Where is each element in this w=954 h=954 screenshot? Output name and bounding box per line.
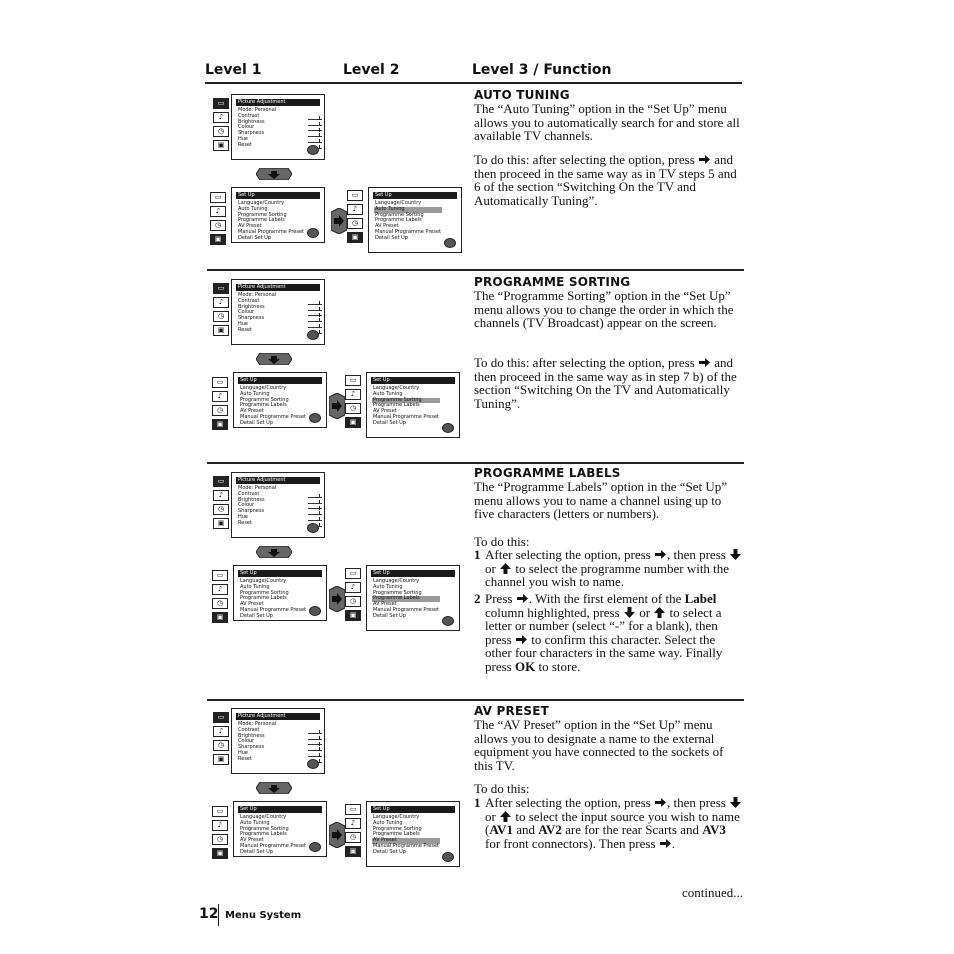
step-text: to select a letter or number (select “-” for a blank), then press — [485, 604, 722, 647]
menu-item[interactable]: Programme Sorting — [240, 396, 289, 403]
note-icon[interactable]: ♪ — [213, 112, 229, 123]
menu-item[interactable]: Sharpness — [238, 744, 265, 751]
menu-item[interactable]: Programme Labels — [372, 596, 440, 602]
menu-item[interactable]: Detail Set Up — [240, 848, 273, 855]
menu-item[interactable]: Language/Country — [373, 814, 420, 820]
menu-item[interactable]: Language/Country — [238, 200, 285, 206]
setup-menu-screen — [366, 372, 460, 438]
menu-item[interactable]: Sharpness — [238, 130, 265, 137]
ok-button-icon[interactable] — [307, 145, 319, 155]
down-arrow-icon — [729, 549, 742, 560]
step-text: After selecting the option, press — [485, 795, 651, 810]
menu-title: Picture Adjustment — [236, 713, 320, 720]
note-icon[interactable]: ♪ — [213, 726, 229, 737]
menu-item[interactable]: Detail Set Up — [373, 419, 406, 426]
instruction-text: To do this: after selecting the option, press — [474, 152, 695, 167]
picture-icon[interactable]: ▭ — [347, 190, 363, 201]
picture-icon[interactable]: ▭ — [345, 804, 361, 815]
section-title: PROGRAMME SORTING — [474, 275, 631, 289]
section-title: AUTO TUNING — [474, 88, 570, 102]
ok-button-icon[interactable] — [442, 852, 454, 862]
right-arrow-button-icon[interactable] — [331, 208, 347, 234]
picture-icon[interactable]: ▭ — [213, 283, 229, 294]
menu-item[interactable]: Colour — [238, 738, 255, 745]
toolbox-icon[interactable]: ▣ — [212, 419, 228, 430]
menu-item[interactable]: Contrast — [238, 112, 260, 119]
menu-item[interactable]: AV Preset — [373, 601, 397, 608]
menu-item[interactable]: Manual Programme Preset — [373, 413, 439, 420]
menu-icon-column — [212, 377, 228, 433]
menu-item[interactable]: Language/Country — [373, 385, 420, 391]
menu-item[interactable]: Detail Set Up — [373, 848, 406, 855]
step-text: to select the programme number with the channel you wish to name. — [485, 560, 730, 589]
note-icon[interactable]: ♪ — [212, 820, 228, 831]
step-text: . With the first element of the — [528, 591, 682, 606]
menu-icon-column — [210, 192, 226, 248]
ok-button-icon[interactable] — [309, 413, 321, 423]
slider-column — [308, 492, 322, 527]
menu-item-list — [237, 201, 305, 242]
note-icon[interactable]: ♪ — [210, 206, 226, 217]
level3-header: Level 3 / Function — [472, 62, 612, 78]
setup-menu-screen — [233, 565, 327, 621]
menu-item[interactable]: Auto Tuning — [240, 819, 270, 826]
todo-label: To do this: — [474, 534, 530, 549]
menu-item[interactable]: Brightness — [238, 496, 265, 503]
menu-item[interactable]: Auto Tuning — [240, 390, 270, 397]
toolbox-icon[interactable]: ▣ — [213, 754, 229, 765]
menu-item[interactable]: AV Preset — [375, 223, 399, 230]
menu-item[interactable]: AV Preset — [373, 408, 397, 415]
menu-item[interactable]: Mode: Personal — [238, 721, 277, 727]
menu-item[interactable]: Programme Labels — [238, 217, 285, 224]
menu-icon-column — [212, 806, 228, 862]
menu-item[interactable]: Language/Country — [240, 814, 287, 820]
menu-item[interactable]: Contrast — [238, 490, 260, 497]
right-arrow-icon — [654, 549, 667, 560]
av2-keyword: AV2 — [538, 822, 562, 837]
down-arrow-icon — [623, 607, 636, 618]
picture-icon[interactable]: ▭ — [210, 192, 226, 203]
menu-item[interactable]: Language/Country — [240, 578, 287, 584]
menu-item[interactable]: Detail Set Up — [240, 612, 273, 619]
menu-item[interactable]: Language/Country — [240, 385, 287, 391]
setup-menu-screen — [233, 372, 327, 428]
ok-button-icon[interactable] — [309, 606, 321, 616]
menu-item[interactable]: Reset — [238, 519, 252, 526]
menu-item[interactable]: Reset — [238, 141, 252, 148]
section-title: AV PRESET — [474, 704, 549, 718]
menu-item[interactable]: Auto Tuning — [238, 205, 268, 212]
menu-item[interactable]: Auto Tuning — [373, 583, 403, 590]
menu-item-list — [239, 579, 307, 620]
picture-icon[interactable]: ▭ — [345, 568, 361, 579]
clock-icon[interactable]: ◷ — [345, 596, 361, 607]
menu-item-list — [372, 579, 440, 620]
step-text: . — [671, 835, 676, 851]
clock-icon[interactable]: ◷ — [212, 405, 228, 416]
ok-button-icon[interactable] — [307, 330, 319, 340]
ok-keyword: OK — [514, 658, 536, 674]
menu-item-list — [239, 815, 307, 856]
step-number: 1 — [474, 547, 481, 562]
menu-item[interactable]: AV Preset — [240, 837, 264, 844]
slider-column — [308, 728, 322, 763]
down-arrow-icon — [729, 797, 742, 808]
menu-item[interactable]: Programme Labels — [375, 217, 422, 224]
section-title: PROGRAMME LABELS — [474, 466, 621, 480]
footer-label: Menu System — [225, 910, 302, 921]
continued-note: continued... — [682, 885, 744, 900]
picture-icon[interactable]: ▭ — [212, 570, 228, 581]
menu-item[interactable]: Programme Labels — [373, 831, 420, 838]
right-arrow-icon — [698, 357, 711, 368]
menu-item[interactable]: Programme Labels — [373, 402, 420, 409]
menu-item[interactable]: Manual Programme Preset — [240, 606, 306, 613]
menu-title: Set Up — [238, 806, 322, 813]
step-text: to store. — [538, 658, 581, 674]
section-paragraph: The “Programme Labels” option in the “Set Up” menu allows you to name a channel using up to five characters (letters or numbers). — [474, 479, 728, 521]
menu-item[interactable]: Programme Sorting — [373, 825, 422, 832]
right-arrow-button-icon[interactable] — [329, 393, 345, 419]
menu-item[interactable]: Auto Tuning — [240, 583, 270, 590]
menu-item[interactable]: Mode: Personal — [238, 485, 277, 491]
menu-item[interactable]: Brightness — [238, 118, 265, 125]
menu-item[interactable]: Hue — [238, 135, 249, 142]
level1-header: Level 1 — [205, 62, 262, 78]
menu-item[interactable]: Programme Sorting — [238, 211, 287, 218]
menu-item[interactable]: AV Preset — [238, 223, 262, 230]
ok-button-icon[interactable] — [307, 523, 319, 533]
right-arrow-icon — [654, 797, 667, 808]
toolbox-icon[interactable]: ▣ — [345, 610, 361, 621]
toolbox-icon[interactable]: ▣ — [212, 848, 228, 859]
step-text: to confirm this character. Select the other four characters in the same way. Finally press — [485, 631, 723, 674]
menu-icon-column — [345, 804, 361, 860]
menu-item-list — [372, 815, 440, 856]
menu-item[interactable]: Manual Programme Preset — [373, 842, 439, 849]
clock-icon[interactable]: ◷ — [213, 311, 229, 322]
picture-menu-screen — [231, 279, 325, 345]
ok-button-icon[interactable] — [442, 616, 454, 626]
section-paragraph: The “Programme Sorting” option in the “Set Up” menu allows you to change the order in which the channels (TV Broadcast) appear on the screen. — [474, 288, 734, 330]
right-arrow-button-icon[interactable] — [329, 586, 345, 612]
step-text: or — [639, 604, 651, 620]
picture-icon[interactable]: ▭ — [213, 712, 229, 723]
clock-icon[interactable]: ◷ — [212, 834, 228, 845]
av3-keyword: AV3 — [702, 822, 726, 837]
section-instructions — [474, 356, 744, 410]
menu-item[interactable]: Mode: Personal — [238, 107, 277, 113]
menu-item[interactable]: Reset — [238, 755, 252, 762]
toolbox-icon[interactable]: ▣ — [213, 325, 229, 336]
toolbox-icon[interactable]: ▣ — [212, 612, 228, 623]
level2-header: Level 2 — [343, 62, 400, 78]
menu-item[interactable]: AV Preset — [240, 408, 264, 415]
menu-title: Picture Adjustment — [236, 284, 320, 291]
step-text: are for the rear Scarts and — [565, 822, 699, 837]
step-1 — [474, 796, 744, 850]
menu-item-list — [237, 486, 277, 527]
menu-item-list — [239, 386, 307, 427]
menu-item[interactable]: Auto Tuning — [373, 819, 403, 826]
slider-column — [308, 114, 322, 149]
menu-title: Set Up — [371, 806, 455, 813]
section-divider — [207, 269, 744, 271]
menu-icon-column — [212, 570, 228, 626]
menu-item[interactable]: Programme Labels — [240, 595, 287, 602]
menu-item[interactable]: Sharpness — [238, 508, 265, 515]
menu-icon-column — [213, 283, 229, 339]
menu-item[interactable]: Programme Labels — [240, 831, 287, 838]
setup-menu-screen — [368, 187, 462, 253]
note-icon[interactable]: ♪ — [213, 297, 229, 308]
section-divider — [207, 699, 744, 701]
section-instructions — [474, 153, 744, 207]
section-divider — [207, 462, 744, 464]
menu-item[interactable]: Reset — [238, 326, 252, 333]
picture-icon[interactable]: ▭ — [212, 377, 228, 388]
menu-icon-column — [345, 375, 361, 431]
step-number: 2 — [474, 591, 481, 606]
right-arrow-icon — [659, 838, 672, 849]
setup-menu-screen — [366, 801, 460, 867]
ok-button-icon[interactable] — [307, 228, 319, 238]
clock-icon[interactable]: ◷ — [213, 126, 229, 137]
picture-icon[interactable]: ▭ — [213, 98, 229, 109]
menu-title: Picture Adjustment — [236, 99, 320, 106]
down-arrow-button-icon[interactable] — [256, 350, 292, 362]
note-icon[interactable]: ♪ — [345, 818, 361, 829]
menu-item[interactable]: Hue — [238, 513, 249, 520]
toolbox-icon[interactable]: ▣ — [347, 232, 363, 243]
picture-menu-screen — [231, 708, 325, 774]
menu-icon-column — [213, 98, 229, 154]
clock-icon[interactable]: ◷ — [213, 740, 229, 751]
up-arrow-icon — [653, 607, 666, 618]
up-arrow-icon — [499, 811, 512, 822]
step-text: , then press — [666, 547, 726, 562]
menu-item[interactable]: Contrast — [238, 726, 260, 733]
right-arrow-button-icon[interactable] — [329, 822, 345, 848]
menu-item[interactable]: Mode: Personal — [238, 292, 277, 298]
menu-item[interactable]: Hue — [238, 749, 249, 756]
menu-item[interactable]: Manual Programme Preset — [375, 228, 441, 235]
right-arrow-icon — [698, 154, 711, 165]
menu-item[interactable]: Detail Set Up — [240, 419, 273, 426]
menu-item-list — [237, 722, 277, 763]
clock-icon[interactable]: ◷ — [345, 832, 361, 843]
clock-icon[interactable]: ◷ — [212, 598, 228, 609]
step-text: Press — [485, 591, 513, 606]
setup-menu-screen — [231, 187, 325, 243]
menu-item[interactable]: Auto Tuning — [374, 207, 442, 213]
clock-icon[interactable]: ◷ — [345, 403, 361, 414]
note-icon[interactable]: ♪ — [345, 582, 361, 593]
ok-button-icon[interactable] — [307, 759, 319, 769]
menu-title: Set Up — [238, 570, 322, 577]
down-arrow-button-icon[interactable] — [256, 543, 292, 555]
step-text: or — [485, 560, 496, 576]
setup-menu-screen — [366, 565, 460, 631]
step-text: to select the input source you wish to name ( — [485, 808, 740, 837]
menu-title: Set Up — [371, 377, 455, 384]
section-paragraph: The “Auto Tuning” option in the “Set Up” menu allows you to automatically search for and store all available TV channels. — [474, 101, 740, 143]
picture-menu-screen — [231, 94, 325, 160]
footer-divider — [218, 904, 219, 926]
menu-item[interactable]: Programme Sorting — [375, 211, 424, 218]
menu-item[interactable]: Detail Set Up — [238, 234, 271, 241]
ok-button-icon[interactable] — [444, 238, 456, 248]
slider-column — [308, 299, 322, 334]
ok-button-icon[interactable] — [442, 423, 454, 433]
toolbox-icon[interactable]: ▣ — [213, 518, 229, 529]
menu-item-list — [374, 201, 442, 242]
header-rule — [205, 82, 742, 84]
menu-item[interactable]: Sharpness — [238, 315, 265, 322]
note-icon[interactable]: ♪ — [347, 204, 363, 215]
note-icon[interactable]: ♪ — [213, 490, 229, 501]
menu-item[interactable]: Language/Country — [373, 578, 420, 584]
toolbox-icon[interactable]: ▣ — [345, 846, 361, 857]
menu-item[interactable]: Detail Set Up — [373, 612, 406, 619]
toolbox-icon[interactable]: ▣ — [213, 140, 229, 151]
menu-item[interactable]: Programme Sorting — [372, 398, 440, 404]
step-2 — [474, 592, 744, 673]
menu-item-list — [372, 386, 440, 427]
clock-icon[interactable]: ◷ — [347, 218, 363, 229]
menu-item[interactable]: Hue — [238, 320, 249, 327]
picture-menu-screen — [231, 472, 325, 538]
menu-item[interactable]: AV Preset — [372, 838, 440, 844]
menu-item[interactable]: Language/Country — [375, 200, 422, 206]
note-icon[interactable]: ♪ — [212, 391, 228, 402]
menu-icon-column — [347, 190, 363, 246]
step-text: , then press — [666, 795, 726, 810]
step-text: for front connectors). Then press — [485, 835, 656, 851]
down-arrow-button-icon[interactable] — [256, 779, 292, 791]
toolbox-icon[interactable]: ▣ — [345, 417, 361, 428]
step-1 — [474, 548, 744, 589]
menu-item[interactable]: AV Preset — [240, 601, 264, 608]
toolbox-icon[interactable]: ▣ — [210, 234, 226, 245]
step-text: After selecting the option, press — [485, 547, 651, 562]
label-keyword: Label — [684, 591, 717, 606]
menu-item[interactable]: Brightness — [238, 732, 265, 739]
menu-item[interactable]: Programme Sorting — [240, 825, 289, 832]
instruction-text: and then proceed in the same way as in TV steps 5 and 6 of the section “Switching On the TV and Automatically Tuning”. — [474, 152, 737, 208]
menu-item[interactable]: Detail Set Up — [375, 234, 408, 241]
note-icon[interactable]: ♪ — [345, 389, 361, 400]
menu-item[interactable]: Colour — [238, 309, 255, 316]
todo-label: To do this: — [474, 781, 530, 796]
picture-icon[interactable]: ▭ — [345, 375, 361, 386]
step-number: 1 — [474, 795, 481, 810]
instruction-text: and then proceed in the same way as in step 7 b) of the section “Switching On the TV and Automatically Tuning”. — [474, 355, 737, 411]
step-text: column highlighted, press — [485, 604, 620, 620]
menu-title: Set Up — [371, 570, 455, 577]
setup-menu-screen — [233, 801, 327, 857]
menu-item[interactable]: Contrast — [238, 297, 260, 304]
picture-icon[interactable]: ▭ — [212, 806, 228, 817]
menu-item[interactable]: Programme Sorting — [373, 589, 422, 596]
menu-item-list — [237, 293, 277, 334]
page-number: 12 — [199, 906, 219, 922]
section-paragraph: The “AV Preset” option in the “Set Up” menu allows you to designate a name to the external equipment you have connected to the sockets of this TV. — [474, 717, 724, 773]
picture-icon[interactable]: ▭ — [213, 476, 229, 487]
up-arrow-icon — [499, 563, 512, 574]
menu-icon-column — [213, 712, 229, 768]
menu-item-list — [237, 108, 277, 149]
right-arrow-icon — [515, 634, 528, 645]
menu-icon-column — [345, 568, 361, 624]
menu-item[interactable]: Manual Programme Preset — [240, 413, 306, 420]
step-text: and — [516, 822, 535, 837]
instruction-text: To do this: after selecting the option, press — [474, 355, 695, 370]
av1-keyword: AV1 — [489, 822, 513, 837]
right-arrow-icon — [516, 593, 529, 604]
down-arrow-button-icon[interactable] — [256, 165, 292, 177]
clock-icon[interactable]: ◷ — [210, 220, 226, 231]
clock-icon[interactable]: ◷ — [213, 504, 229, 515]
menu-item[interactable]: Programme Labels — [240, 402, 287, 409]
menu-item[interactable]: Colour — [238, 124, 255, 131]
menu-title: Picture Adjustment — [236, 477, 320, 484]
menu-item[interactable]: Brightness — [238, 303, 265, 310]
ok-button-icon[interactable] — [309, 842, 321, 852]
note-icon[interactable]: ♪ — [212, 584, 228, 595]
menu-title: Set Up — [373, 192, 457, 199]
step-text: or — [485, 808, 496, 824]
menu-item[interactable]: Manual Programme Preset — [240, 842, 306, 849]
menu-item[interactable]: Manual Programme Preset — [238, 228, 304, 235]
menu-item[interactable]: Auto Tuning — [373, 390, 403, 397]
menu-icon-column — [213, 476, 229, 532]
menu-item[interactable]: Manual Programme Preset — [373, 606, 439, 613]
menu-item[interactable]: Programme Sorting — [240, 589, 289, 596]
menu-title: Set Up — [238, 377, 322, 384]
menu-item[interactable]: Colour — [238, 502, 255, 509]
menu-title: Set Up — [236, 192, 320, 199]
